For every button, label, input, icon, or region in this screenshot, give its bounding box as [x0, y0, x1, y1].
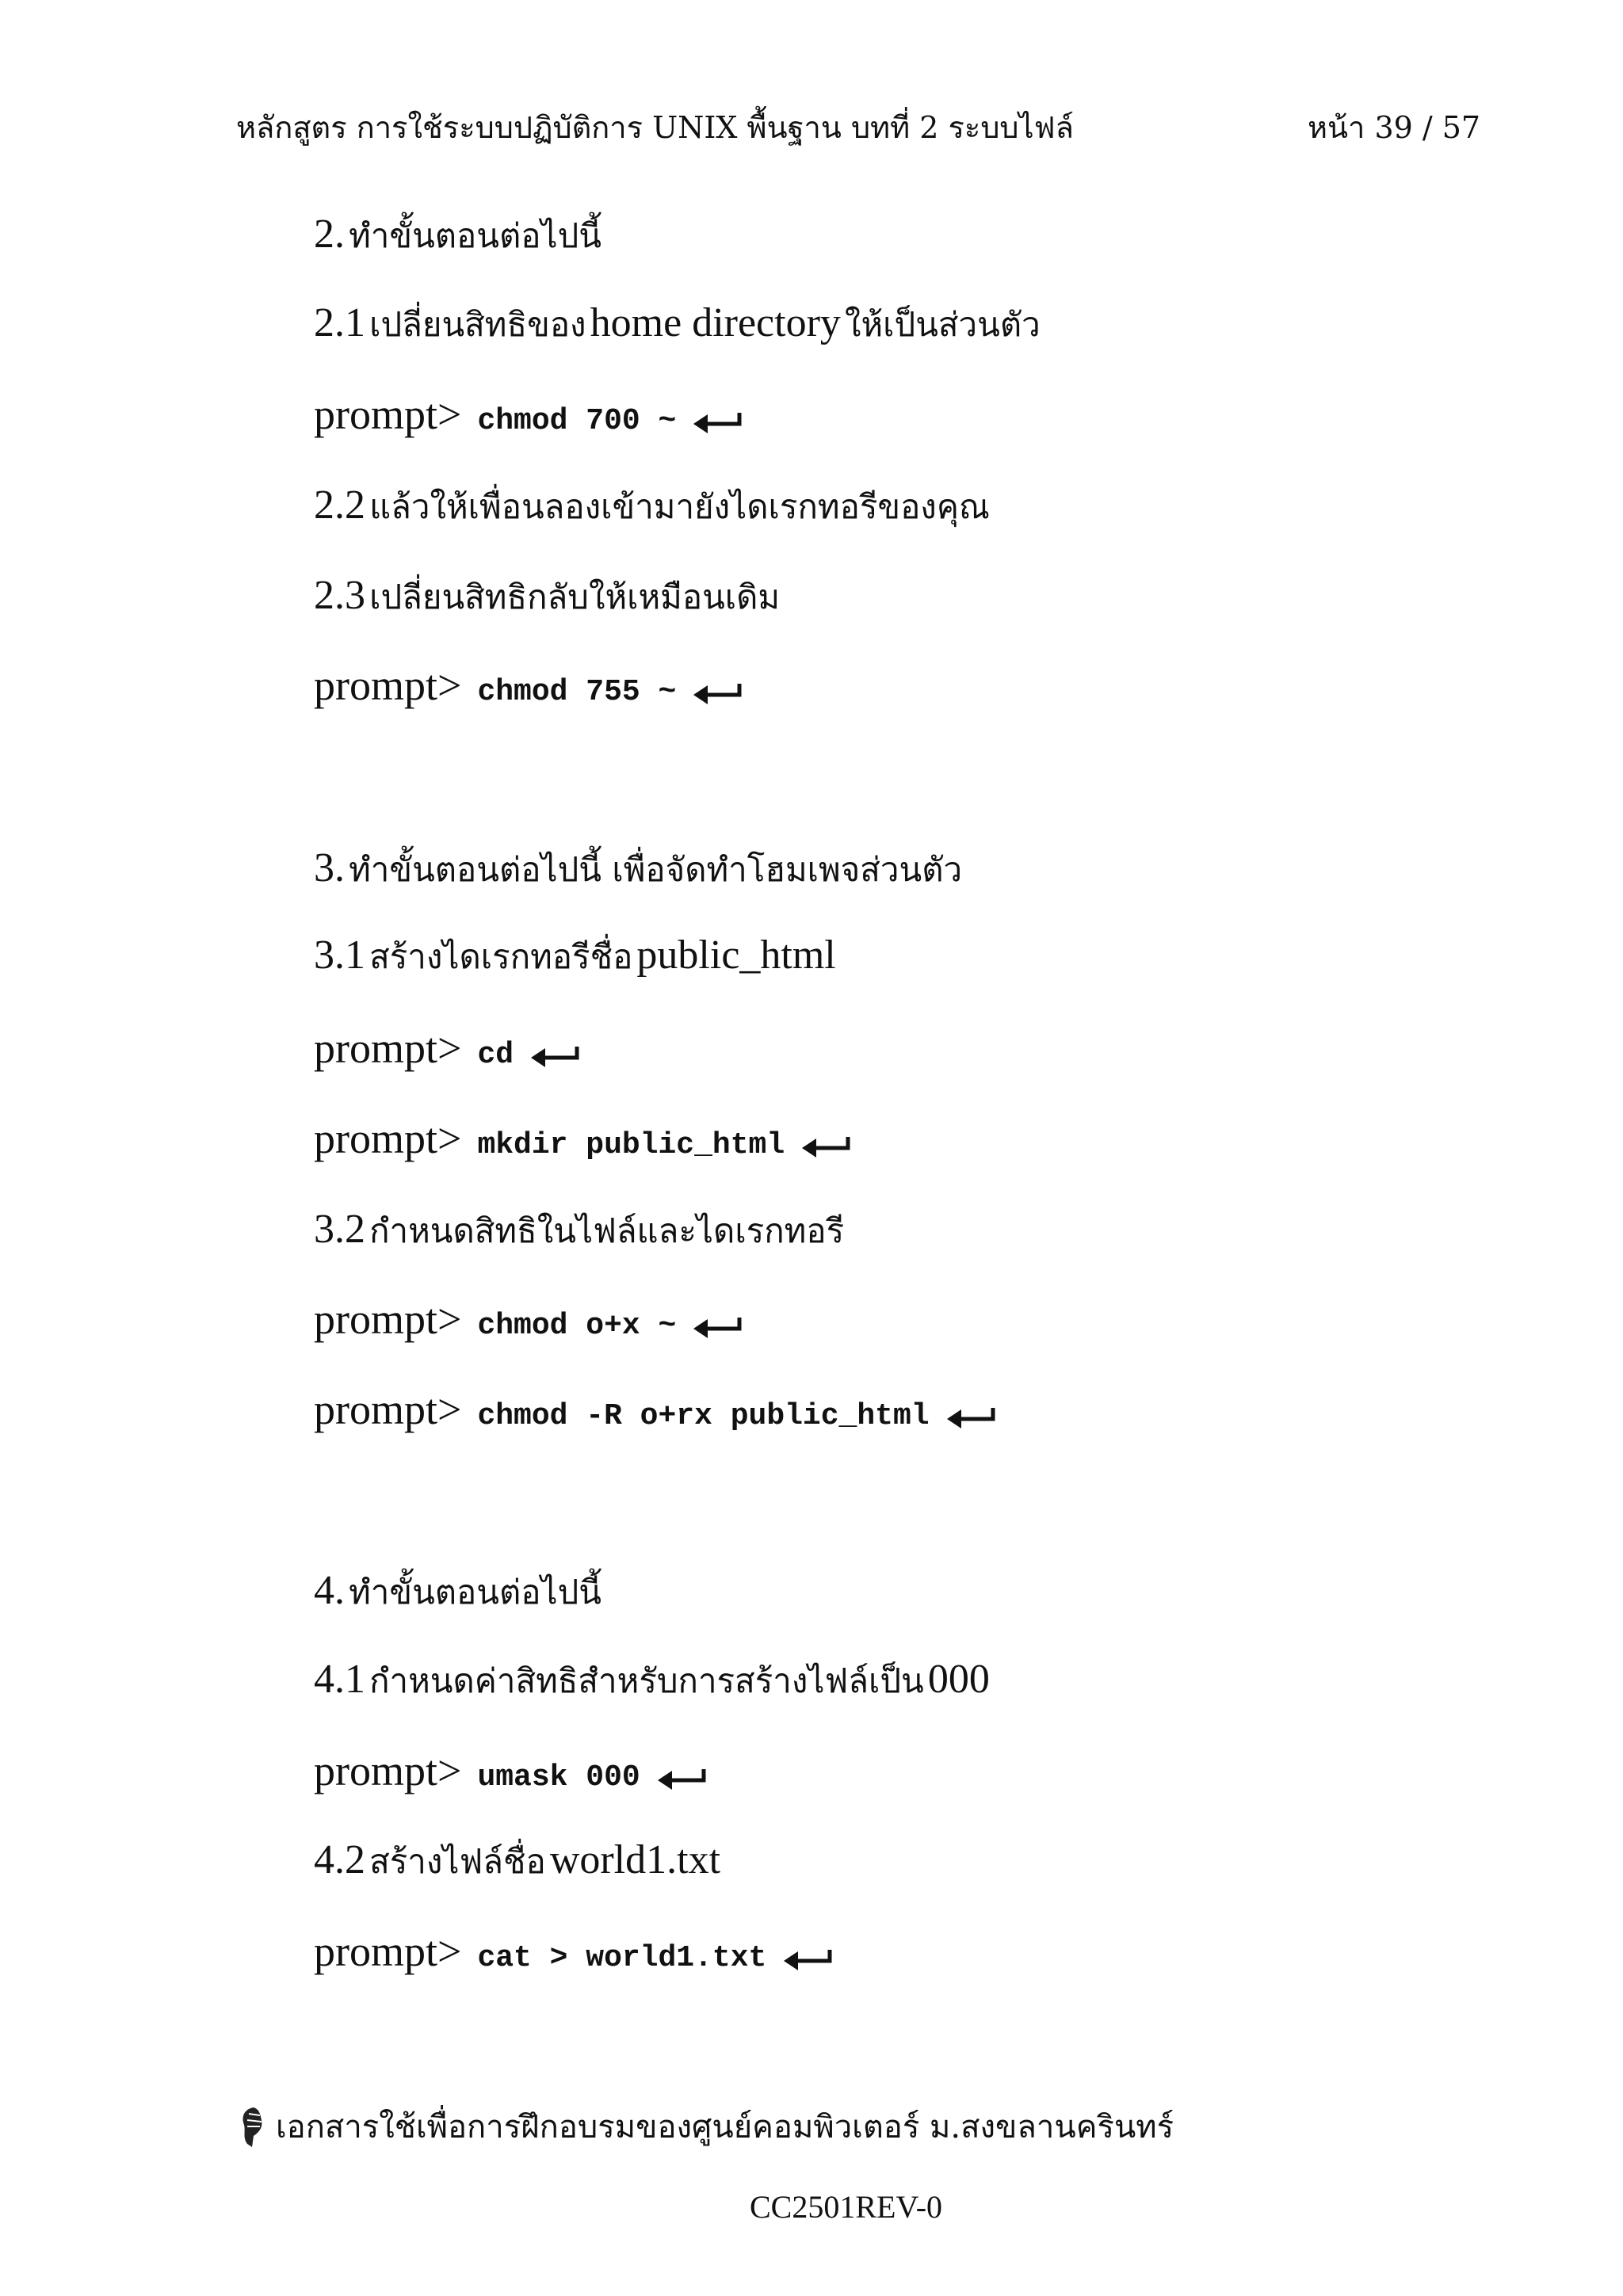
footer [236, 2101, 1174, 2152]
step-number: 4. [314, 1568, 345, 1613]
step-text: ทำขั้นตอนต่อไปนี้ เพื่อจัดทำโฮมเพจส่วนตัว [349, 850, 963, 889]
enter-key-icon [784, 1948, 833, 1976]
enter-key-icon [693, 1316, 743, 1344]
command-line [314, 664, 743, 710]
step-text-2: ให้เป็นส่วนตัว [844, 305, 1041, 344]
step-2-3 [314, 575, 780, 616]
step-text: สร้างไฟล์ชื่อ [369, 1842, 546, 1881]
step-term: 000 [927, 1657, 990, 1702]
step-number: 4.2 [314, 1837, 365, 1882]
step-term: public_html [636, 933, 836, 978]
enter-key-icon [947, 1406, 996, 1434]
prompt-label: prompt> [314, 1928, 462, 1975]
command-line [314, 1388, 996, 1434]
step-text: ทำขั้นตอนต่อไปนี้ [349, 216, 601, 255]
command-text: mkdir public_html [477, 1128, 785, 1162]
enter-key-icon [531, 1045, 580, 1073]
step-number: 3.2 [314, 1207, 365, 1252]
step-2-2 [314, 482, 990, 528]
step-text: เปลี่ยนสิทธิกลับให้เหมือนเดิม [369, 578, 781, 616]
enter-key-icon [693, 411, 743, 439]
prompt-label: prompt> [314, 391, 462, 438]
step-number: 3. [314, 845, 345, 891]
step-text: ทำขั้นตอนต่อไปนี้ [349, 1573, 601, 1611]
step-text: เปลี่ยนสิทธิของ [369, 305, 586, 344]
step-number: 2.1 [314, 300, 365, 345]
step-number: 2.3 [314, 573, 365, 618]
step-text: แล้วให้เพื่อนลองเข้ามายังไดเรกทอรีของคุณ [369, 487, 990, 526]
step-text: สร้างไดเรกทอรีชื่อ [369, 937, 633, 976]
command-text: chmod 755 ~ [477, 675, 677, 709]
command-line [314, 1930, 833, 1976]
step-2 [314, 214, 601, 255]
command-line [314, 1117, 851, 1163]
prompt-label: prompt> [314, 662, 462, 709]
step-2-1 [314, 300, 1041, 345]
step-4-1 [314, 1659, 990, 1700]
step-text: กำหนดสิทธิในไฟล์และไดเรกทอรี [369, 1211, 845, 1250]
page-number: หน้า 39 / 57 [1308, 110, 1481, 145]
step-number: 4.1 [314, 1657, 365, 1702]
command-line [314, 1295, 743, 1344]
step-3-1 [314, 935, 836, 976]
command-text: cd [477, 1038, 514, 1072]
command-text: umask 000 [477, 1760, 640, 1794]
enter-key-icon [658, 1768, 707, 1795]
command-line [314, 1024, 580, 1073]
footer-text: เอกสารใช้เพื่อการฝึกอบรมของศูนย์คอมพิวเตอร์ ม.สงขลานครินทร์ [276, 2109, 1174, 2145]
step-text: กำหนดค่าสิทธิสำหรับการสร้างไฟล์เป็น [369, 1661, 924, 1700]
prompt-label: prompt> [314, 1115, 462, 1162]
prompt-label: prompt> [314, 1747, 462, 1794]
step-4 [314, 1570, 601, 1611]
prompt-label: prompt> [314, 1295, 462, 1343]
university-logo-icon [236, 2104, 271, 2149]
header-title: หลักสูตร การใช้ระบบปฏิบัติการ UNIX พื้นฐาน บทที่ 2 ระบบไฟล์ [236, 110, 1074, 145]
step-term: world1.txt [549, 1837, 721, 1882]
command-text: cat > world1.txt [477, 1941, 767, 1975]
command-text: chmod 700 ~ [477, 404, 677, 438]
step-number: 3.1 [314, 933, 365, 978]
command-line [314, 393, 743, 439]
step-3 [314, 845, 963, 891]
step-4-2 [314, 1837, 721, 1882]
document-code: CC2501REV-0 [750, 2189, 943, 2225]
command-line [314, 1749, 707, 1795]
step-term: home directory [590, 300, 841, 345]
step-3-2 [314, 1209, 844, 1250]
enter-key-icon [802, 1135, 851, 1163]
enter-key-icon [693, 682, 743, 710]
step-number: 2. [314, 212, 345, 257]
prompt-label: prompt> [314, 1386, 462, 1433]
command-text: chmod -R o+rx public_html [477, 1399, 930, 1433]
step-number: 2.2 [314, 482, 365, 528]
prompt-label: prompt> [314, 1024, 462, 1072]
command-text: chmod o+x ~ [477, 1309, 677, 1343]
